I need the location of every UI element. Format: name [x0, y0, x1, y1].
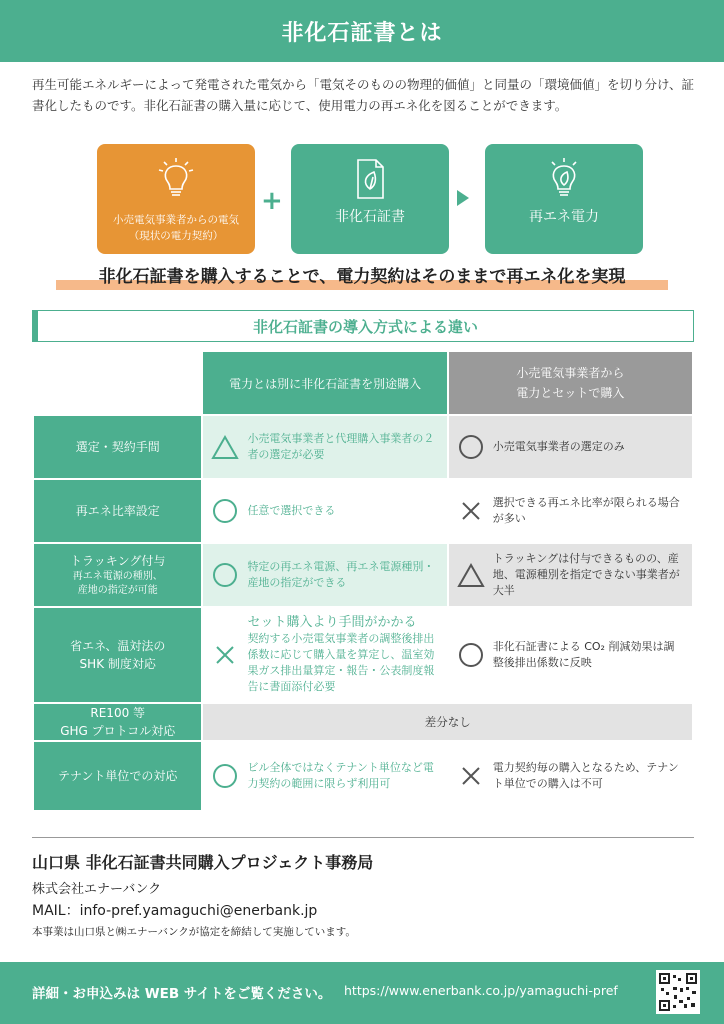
- box1-line1: 小売電気事業者からの電気: [113, 214, 239, 226]
- col2-cell: 非化石証書による CO₂ 削減効果は調整後排出係数に反映: [449, 608, 692, 702]
- row-label: トラッキング付与 再エネ電源の種別、 産地の指定が可能: [34, 544, 201, 606]
- header-bar: [0, 0, 724, 62]
- circle-mark-icon: [211, 561, 239, 589]
- current-electricity-box: [97, 144, 255, 254]
- table-row: [34, 608, 692, 702]
- headline-text: 非化石証書を購入することで、電力契約はそのままで再エネ化を実現: [98, 267, 626, 287]
- table-row: [34, 544, 692, 606]
- lightbulb-icon: [156, 156, 196, 206]
- col1-cell: ビル全体ではなくテナント単位など電力契約の範囲に限らず利用可: [203, 742, 446, 810]
- qr-code-icon[interactable]: [656, 970, 700, 1014]
- cross-mark-icon: [457, 762, 485, 790]
- row-label: 省エネ、温対法の SHK 制度対応: [34, 608, 201, 702]
- footer-bar: [0, 962, 724, 1024]
- row-label: 選定・契約手間: [34, 416, 201, 478]
- page-title: 非化石証書とは: [281, 20, 443, 46]
- row-label: RE100 等 GHG プロトコル対応: [34, 704, 201, 740]
- row-label: 再エネ比率設定: [34, 480, 201, 542]
- col2-cell: トラッキングは付与できるものの、産地、電源種別を指定できない事業者が大半: [449, 544, 692, 606]
- section-title-text: 非化石証書の導入方式による違い: [252, 317, 478, 336]
- website-link[interactable]: https://www.enerbank.co.jp/yamaguchi-pref: [344, 983, 618, 998]
- agreement-note: 本事業は山口県と㈱エナーバンクが協定を締結して実施しています。: [32, 926, 356, 938]
- intro-text: 再生可能エネルギーによって発電された電気から「電気そのものの物理的価値」と同量の「環境価値」を切り分け、証書化したものです。非化石証書の購入量に応じて、使用電力の再エネ化を図ることができます。: [32, 77, 695, 113]
- col2-cell: 小売電気事業者の選定のみ: [449, 416, 692, 478]
- headline: [52, 262, 672, 292]
- col1-cell: 特定の再エネ電源、再エネ電源種別・産地の指定ができる: [203, 544, 446, 606]
- table-row: [34, 480, 692, 542]
- box1-line2: （現状の電力契約）: [128, 230, 224, 242]
- org-company: 株式会社エナーバンク: [32, 882, 162, 897]
- certificate-box: [291, 144, 449, 254]
- cta-text: 詳細・お申込みは WEB サイトをご覧ください。: [32, 986, 332, 1002]
- section-title: [32, 310, 694, 342]
- arrow-right-icon: [457, 190, 469, 206]
- circle-mark-icon: [457, 641, 485, 669]
- footer-divider: [32, 837, 694, 838]
- col1-cell: セット購入より手間がかかる 契約する小売電気事業者の調整後排出係数に応じて購入量を算定し、温室効果ガス排出量算定・報告・公表制度報告に書面添付必要: [203, 608, 446, 702]
- no-difference-cell: 差分なし: [203, 704, 692, 740]
- box2-label: 非化石証書: [335, 209, 405, 225]
- col1-cell: 小売電気事業者と代理購入事業者の２者の選定が必要: [203, 416, 446, 478]
- comparison-table: [32, 350, 694, 812]
- concept-diagram: [97, 144, 642, 254]
- renewable-power-box: [485, 144, 643, 254]
- col1-header: 電力とは別に非化石証書を別途購入: [203, 352, 446, 414]
- table-header-row: [34, 352, 692, 414]
- triangle-mark-icon: [211, 433, 239, 461]
- col2-cell: 電力契約毎の購入となるため、テナント単位での購入は不可: [449, 742, 692, 810]
- plus-sign: +: [261, 186, 283, 216]
- org-title: 山口県 非化石証書共同購入プロジェクト事務局: [32, 853, 374, 872]
- leaf-bulb-icon: [544, 156, 584, 206]
- certificate-leaf-icon: [350, 156, 390, 206]
- table-row: [34, 742, 692, 810]
- table-row: [34, 704, 692, 740]
- col2-header: 小売電気事業者から 電力とセットで購入: [449, 352, 692, 414]
- row-label: テナント単位での対応: [34, 742, 201, 810]
- triangle-mark-icon: [457, 561, 485, 589]
- circle-mark-icon: [211, 497, 239, 525]
- cross-mark-icon: [211, 641, 239, 669]
- circle-mark-icon: [211, 762, 239, 790]
- table-row: [34, 416, 692, 478]
- col1-cell: 任意で選択できる: [203, 480, 446, 542]
- circle-mark-icon: [457, 433, 485, 461]
- cross-mark-icon: [457, 497, 485, 525]
- box3-label: 再エネ電力: [529, 209, 599, 225]
- contact-email[interactable]: MAIL：info-pref.yamaguchi@enerbank.jp: [32, 903, 318, 919]
- col2-cell: 選択できる再エネ比率が限られる場合が多い: [449, 480, 692, 542]
- header-blank-cell: [34, 352, 201, 414]
